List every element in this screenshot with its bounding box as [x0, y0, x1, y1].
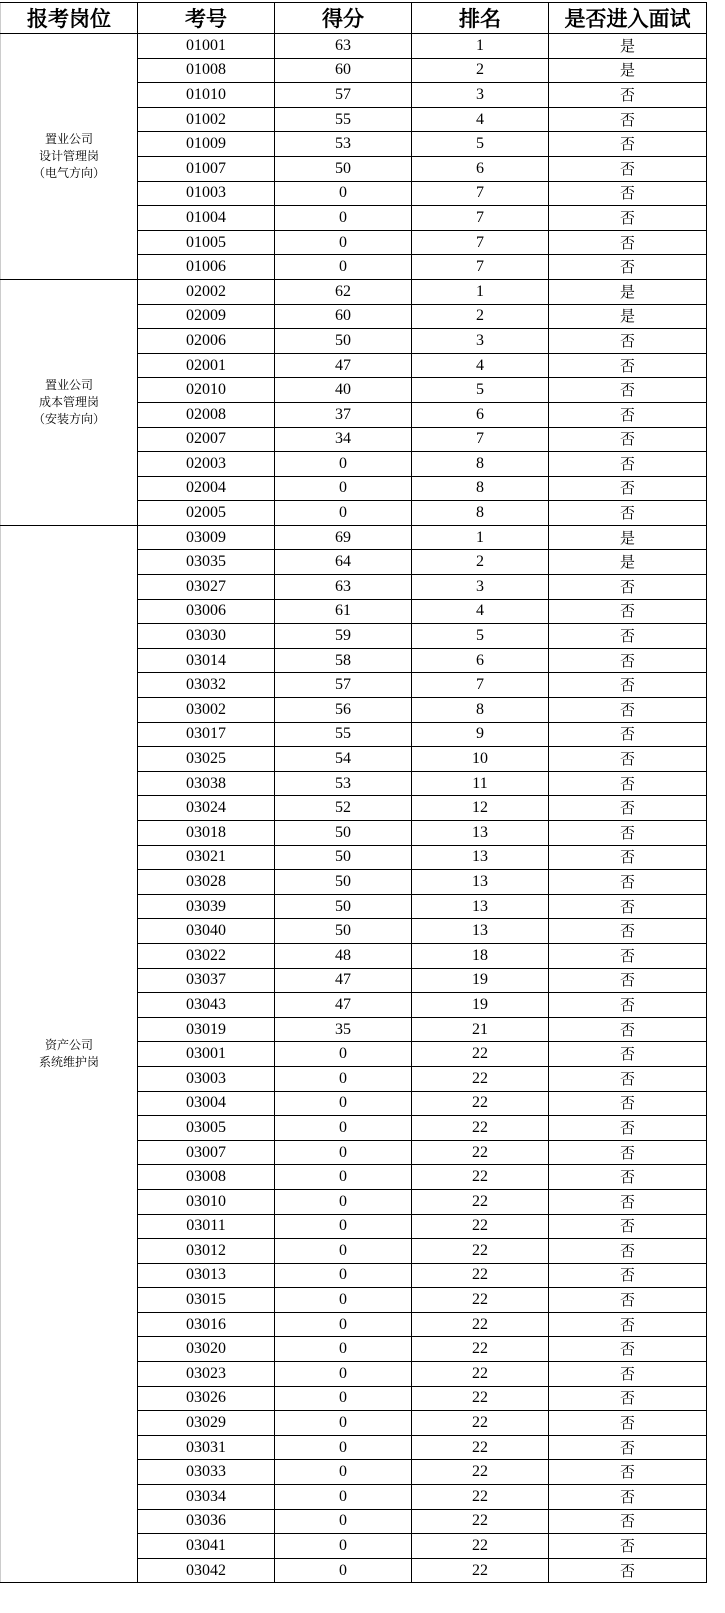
interview-cell: 否 [549, 1435, 707, 1460]
interview-cell: 否 [549, 943, 707, 968]
exam-number-cell: 02003 [138, 452, 275, 477]
score-cell: 0 [275, 1509, 412, 1534]
score-cell: 63 [275, 575, 412, 600]
rank-cell: 8 [412, 698, 549, 723]
interview-cell: 否 [549, 845, 707, 870]
position-line: 系统维护岗 [38, 1055, 99, 1070]
rank-cell: 22 [412, 1263, 549, 1288]
exam-number-cell: 03011 [138, 1214, 275, 1239]
interview-cell: 是 [549, 550, 707, 575]
rank-cell: 22 [412, 1485, 549, 1510]
interview-cell: 否 [549, 1337, 707, 1362]
rank-cell: 2 [412, 550, 549, 575]
score-cell: 37 [275, 402, 412, 427]
rank-cell: 7 [412, 427, 549, 452]
exam-number-cell: 02005 [138, 501, 275, 526]
interview-cell: 否 [549, 501, 707, 526]
exam-number-cell: 03002 [138, 698, 275, 723]
exam-number-cell: 03025 [138, 747, 275, 772]
exam-number-cell: 03042 [138, 1558, 275, 1583]
interview-cell: 否 [549, 1017, 707, 1042]
rank-cell: 22 [412, 1460, 549, 1485]
interview-cell: 否 [549, 821, 707, 846]
interview-cell: 否 [549, 624, 707, 649]
header-score: 得分 [275, 3, 412, 34]
interview-cell: 否 [549, 1165, 707, 1190]
interview-cell: 否 [549, 1558, 707, 1583]
rank-cell: 4 [412, 599, 549, 624]
interview-cell: 否 [549, 575, 707, 600]
exam-number-cell: 03037 [138, 968, 275, 993]
score-cell: 50 [275, 156, 412, 181]
rank-cell: 22 [412, 1558, 549, 1583]
exam-number-cell: 03008 [138, 1165, 275, 1190]
exam-number-cell: 03041 [138, 1534, 275, 1559]
header-rank: 排名 [412, 3, 549, 34]
exam-number-cell: 03031 [138, 1435, 275, 1460]
rank-cell: 22 [412, 1386, 549, 1411]
score-cell: 0 [275, 1263, 412, 1288]
score-cell: 0 [275, 230, 412, 255]
rank-cell: 7 [412, 673, 549, 698]
exam-number-cell: 03043 [138, 993, 275, 1018]
rank-cell: 2 [412, 304, 549, 329]
interview-cell: 否 [549, 993, 707, 1018]
rank-cell: 22 [412, 1411, 549, 1436]
interview-cell: 否 [549, 1312, 707, 1337]
rank-cell: 19 [412, 968, 549, 993]
score-cell: 50 [275, 870, 412, 895]
score-cell: 50 [275, 894, 412, 919]
exam-number-cell: 03015 [138, 1288, 275, 1313]
rank-cell: 13 [412, 845, 549, 870]
interview-cell: 否 [549, 698, 707, 723]
interview-cell: 否 [549, 255, 707, 280]
score-cell: 60 [275, 58, 412, 83]
score-cell: 54 [275, 747, 412, 772]
exam-number-cell: 03007 [138, 1140, 275, 1165]
score-cell: 59 [275, 624, 412, 649]
table-row [1, 525, 707, 550]
interview-cell: 否 [549, 107, 707, 132]
position-cell [1, 525, 138, 1583]
exam-number-cell: 03006 [138, 599, 275, 624]
rank-cell: 21 [412, 1017, 549, 1042]
score-cell: 0 [275, 1165, 412, 1190]
score-cell: 0 [275, 1214, 412, 1239]
exam-number-cell: 03022 [138, 943, 275, 968]
exam-number-cell: 03009 [138, 525, 275, 550]
rank-cell: 22 [412, 1509, 549, 1534]
interview-cell: 否 [549, 1116, 707, 1141]
table-row [1, 279, 707, 304]
rank-cell: 22 [412, 1140, 549, 1165]
exam-number-cell: 01005 [138, 230, 275, 255]
score-cell: 0 [275, 255, 412, 280]
exam-number-cell: 03024 [138, 796, 275, 821]
rank-cell: 18 [412, 943, 549, 968]
rank-cell: 8 [412, 476, 549, 501]
exam-number-cell: 03039 [138, 894, 275, 919]
score-cell: 53 [275, 771, 412, 796]
interview-cell: 否 [549, 796, 707, 821]
exam-number-cell: 01008 [138, 58, 275, 83]
exam-number-cell: 03010 [138, 1189, 275, 1214]
interview-cell: 否 [549, 156, 707, 181]
exam-number-cell: 03023 [138, 1362, 275, 1387]
interview-cell: 否 [549, 1485, 707, 1510]
score-cell: 0 [275, 1362, 412, 1387]
rank-cell: 5 [412, 132, 549, 157]
exam-number-cell: 03032 [138, 673, 275, 698]
score-cell: 34 [275, 427, 412, 452]
rank-cell: 22 [412, 1312, 549, 1337]
interview-cell: 否 [549, 329, 707, 354]
exam-number-cell: 02009 [138, 304, 275, 329]
interview-cell: 否 [549, 1386, 707, 1411]
interview-cell: 否 [549, 181, 707, 206]
header-position: 报考岗位 [1, 3, 138, 34]
rank-cell: 22 [412, 1435, 549, 1460]
exam-number-cell: 02007 [138, 427, 275, 452]
exam-number-cell: 02010 [138, 378, 275, 403]
interview-cell: 否 [549, 1411, 707, 1436]
score-cell: 50 [275, 821, 412, 846]
interview-cell: 否 [549, 870, 707, 895]
exam-number-cell: 03001 [138, 1042, 275, 1067]
exam-number-cell: 01006 [138, 255, 275, 280]
score-cell: 0 [275, 1189, 412, 1214]
score-cell: 58 [275, 648, 412, 673]
exam-number-cell: 01002 [138, 107, 275, 132]
rank-cell: 7 [412, 230, 549, 255]
exam-number-cell: 02004 [138, 476, 275, 501]
interview-cell: 是 [549, 279, 707, 304]
exam-number-cell: 03021 [138, 845, 275, 870]
score-cell: 50 [275, 919, 412, 944]
score-cell: 0 [275, 1091, 412, 1116]
interview-cell: 否 [549, 427, 707, 452]
score-cell: 35 [275, 1017, 412, 1042]
score-cell: 0 [275, 1066, 412, 1091]
position-line: 成本管理岗 [38, 394, 99, 409]
score-cell: 69 [275, 525, 412, 550]
rank-cell: 22 [412, 1066, 549, 1091]
rank-cell: 1 [412, 525, 549, 550]
rank-cell: 13 [412, 919, 549, 944]
rank-cell: 1 [412, 34, 549, 59]
score-cell: 57 [275, 673, 412, 698]
rank-cell: 22 [412, 1042, 549, 1067]
exam-number-cell: 03016 [138, 1312, 275, 1337]
exam-number-cell: 01010 [138, 83, 275, 108]
exam-number-cell: 03019 [138, 1017, 275, 1042]
results-table [0, 2, 707, 1583]
rank-cell: 22 [412, 1116, 549, 1141]
exam-number-cell: 03033 [138, 1460, 275, 1485]
rank-cell: 22 [412, 1239, 549, 1264]
exam-number-cell: 03029 [138, 1411, 275, 1436]
exam-number-cell: 03013 [138, 1263, 275, 1288]
interview-cell: 否 [549, 673, 707, 698]
score-cell: 0 [275, 181, 412, 206]
score-cell: 61 [275, 599, 412, 624]
interview-cell: 否 [549, 353, 707, 378]
exam-number-cell: 03035 [138, 550, 275, 575]
rank-cell: 22 [412, 1214, 549, 1239]
interview-cell: 否 [549, 1263, 707, 1288]
interview-cell: 否 [549, 771, 707, 796]
rank-cell: 22 [412, 1362, 549, 1387]
score-cell: 0 [275, 1460, 412, 1485]
rank-cell: 5 [412, 624, 549, 649]
exam-number-cell: 03018 [138, 821, 275, 846]
exam-number-cell: 03020 [138, 1337, 275, 1362]
rank-cell: 8 [412, 452, 549, 477]
table-row [1, 34, 707, 59]
interview-cell: 否 [549, 722, 707, 747]
interview-cell: 否 [549, 1214, 707, 1239]
exam-number-cell: 03034 [138, 1485, 275, 1510]
interview-cell: 否 [549, 1066, 707, 1091]
score-cell: 0 [275, 1288, 412, 1313]
position-cell [1, 34, 138, 280]
header-interview: 是否进入面试 [549, 3, 707, 34]
score-cell: 0 [275, 476, 412, 501]
exam-number-cell: 02002 [138, 279, 275, 304]
score-cell: 0 [275, 1042, 412, 1067]
interview-cell: 否 [549, 599, 707, 624]
score-cell: 0 [275, 1411, 412, 1436]
interview-cell: 否 [549, 378, 707, 403]
interview-cell: 是 [549, 34, 707, 59]
score-cell: 50 [275, 845, 412, 870]
interview-cell: 否 [549, 1509, 707, 1534]
interview-cell: 否 [549, 648, 707, 673]
exam-number-cell: 03028 [138, 870, 275, 895]
rank-cell: 13 [412, 821, 549, 846]
rank-cell: 12 [412, 796, 549, 821]
score-cell: 0 [275, 452, 412, 477]
score-cell: 60 [275, 304, 412, 329]
rank-cell: 2 [412, 58, 549, 83]
exam-number-cell: 03017 [138, 722, 275, 747]
score-cell: 53 [275, 132, 412, 157]
rank-cell: 7 [412, 255, 549, 280]
score-cell: 0 [275, 206, 412, 231]
rank-cell: 5 [412, 378, 549, 403]
rank-cell: 22 [412, 1288, 549, 1313]
score-cell: 40 [275, 378, 412, 403]
exam-number-cell: 03003 [138, 1066, 275, 1091]
score-cell: 56 [275, 698, 412, 723]
exam-number-cell: 03005 [138, 1116, 275, 1141]
score-cell: 52 [275, 796, 412, 821]
interview-cell: 否 [549, 230, 707, 255]
rank-cell: 3 [412, 83, 549, 108]
position-line: 设计管理岗 [38, 148, 99, 163]
rank-cell: 1 [412, 279, 549, 304]
rank-cell: 4 [412, 107, 549, 132]
rank-cell: 19 [412, 993, 549, 1018]
interview-cell: 否 [549, 452, 707, 477]
rank-cell: 6 [412, 648, 549, 673]
rank-cell: 22 [412, 1534, 549, 1559]
rank-cell: 3 [412, 575, 549, 600]
position-line: （电气方向） [32, 165, 105, 180]
interview-cell: 否 [549, 206, 707, 231]
position-line: 资产公司 [44, 1038, 93, 1053]
score-cell: 47 [275, 353, 412, 378]
header-exam-number: 考号 [138, 3, 275, 34]
score-cell: 64 [275, 550, 412, 575]
exam-number-cell: 01001 [138, 34, 275, 59]
score-cell: 0 [275, 1558, 412, 1583]
exam-number-cell: 03027 [138, 575, 275, 600]
rank-cell: 7 [412, 181, 549, 206]
interview-cell: 否 [549, 1362, 707, 1387]
exam-number-cell: 01004 [138, 206, 275, 231]
interview-cell: 是 [549, 58, 707, 83]
interview-cell: 否 [549, 894, 707, 919]
rank-cell: 9 [412, 722, 549, 747]
rank-cell: 13 [412, 894, 549, 919]
position-cell [1, 279, 138, 525]
position-line: 置业公司 [44, 377, 93, 392]
score-cell: 55 [275, 107, 412, 132]
exam-number-cell: 02006 [138, 329, 275, 354]
interview-cell: 否 [549, 919, 707, 944]
interview-cell: 否 [549, 1189, 707, 1214]
exam-number-cell: 03030 [138, 624, 275, 649]
rank-cell: 22 [412, 1189, 549, 1214]
interview-cell: 否 [549, 1460, 707, 1485]
interview-cell: 否 [549, 476, 707, 501]
interview-cell: 否 [549, 1140, 707, 1165]
rank-cell: 22 [412, 1091, 549, 1116]
interview-cell: 是 [549, 304, 707, 329]
rank-cell: 10 [412, 747, 549, 772]
interview-cell: 否 [549, 132, 707, 157]
rank-cell: 3 [412, 329, 549, 354]
score-cell: 62 [275, 279, 412, 304]
score-cell: 0 [275, 1140, 412, 1165]
rank-cell: 11 [412, 771, 549, 796]
score-cell: 0 [275, 1485, 412, 1510]
score-cell: 55 [275, 722, 412, 747]
interview-cell: 否 [549, 1042, 707, 1067]
interview-cell: 否 [549, 1239, 707, 1264]
rank-cell: 6 [412, 156, 549, 181]
interview-cell: 否 [549, 402, 707, 427]
score-cell: 47 [275, 968, 412, 993]
header-row [1, 3, 707, 34]
score-cell: 0 [275, 1116, 412, 1141]
score-cell: 0 [275, 1239, 412, 1264]
score-cell: 63 [275, 34, 412, 59]
exam-number-cell: 01007 [138, 156, 275, 181]
interview-cell: 是 [549, 525, 707, 550]
rank-cell: 22 [412, 1165, 549, 1190]
score-cell: 48 [275, 943, 412, 968]
exam-number-cell: 03040 [138, 919, 275, 944]
exam-number-cell: 03036 [138, 1509, 275, 1534]
score-cell: 47 [275, 993, 412, 1018]
rank-cell: 7 [412, 206, 549, 231]
interview-cell: 否 [549, 1534, 707, 1559]
exam-number-cell: 02008 [138, 402, 275, 427]
exam-number-cell: 03012 [138, 1239, 275, 1264]
position-line: 置业公司 [44, 131, 93, 146]
score-cell: 0 [275, 1435, 412, 1460]
exam-number-cell: 02001 [138, 353, 275, 378]
exam-number-cell: 03026 [138, 1386, 275, 1411]
score-cell: 0 [275, 501, 412, 526]
rank-cell: 22 [412, 1337, 549, 1362]
interview-cell: 否 [549, 83, 707, 108]
rank-cell: 13 [412, 870, 549, 895]
interview-cell: 否 [549, 1091, 707, 1116]
rank-cell: 4 [412, 353, 549, 378]
exam-number-cell: 01009 [138, 132, 275, 157]
interview-cell: 否 [549, 747, 707, 772]
exam-number-cell: 03038 [138, 771, 275, 796]
position-line: （安装方向） [32, 411, 105, 426]
score-cell: 0 [275, 1534, 412, 1559]
exam-number-cell: 03004 [138, 1091, 275, 1116]
rank-cell: 8 [412, 501, 549, 526]
score-cell: 57 [275, 83, 412, 108]
rank-cell: 6 [412, 402, 549, 427]
interview-cell: 否 [549, 1288, 707, 1313]
score-cell: 0 [275, 1312, 412, 1337]
score-cell: 50 [275, 329, 412, 354]
score-cell: 0 [275, 1386, 412, 1411]
score-cell: 0 [275, 1337, 412, 1362]
interview-cell: 否 [549, 968, 707, 993]
exam-number-cell: 03014 [138, 648, 275, 673]
exam-number-cell: 01003 [138, 181, 275, 206]
